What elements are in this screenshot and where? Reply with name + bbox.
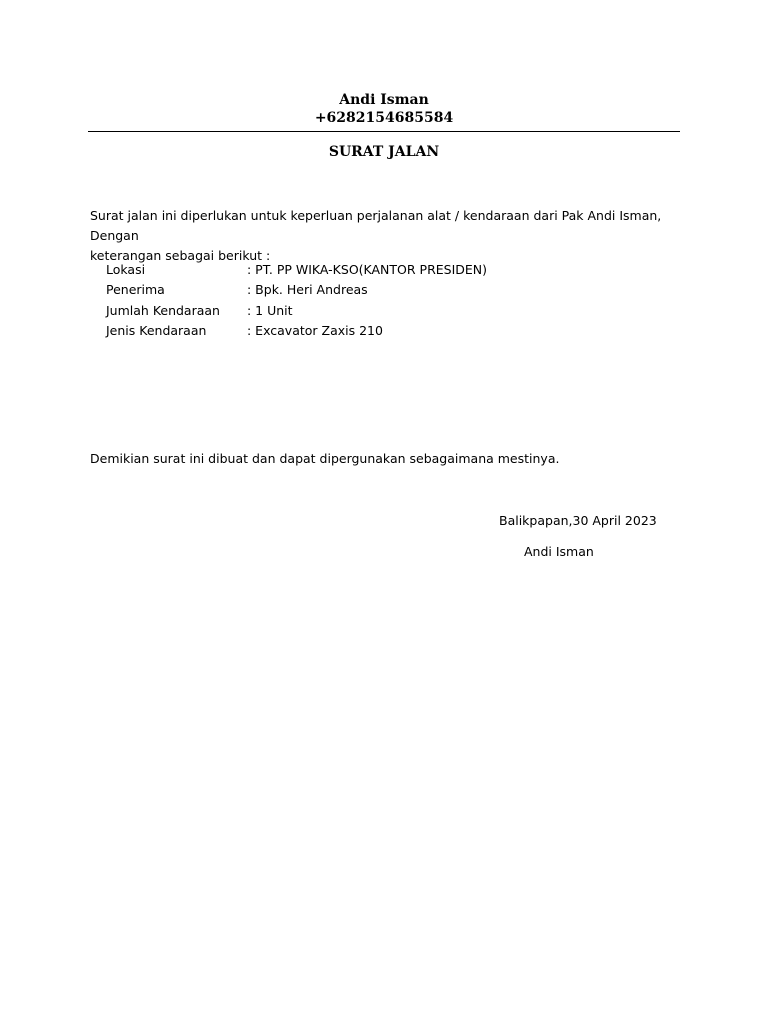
- detail-label: Jumlah Kendaraan: [106, 302, 220, 318]
- header-divider: [88, 131, 680, 132]
- sender-name: Andi Isman: [339, 92, 429, 108]
- closing-statement: Demikian surat ini dibuat dan dapat dipergunakan sebagaimana mestinya.: [90, 451, 560, 466]
- detail-label: Penerima: [106, 282, 165, 298]
- signer-name: Andi Isman: [524, 544, 594, 559]
- detail-label: Jenis Kendaraan: [106, 323, 207, 339]
- detail-value: : PT. PP WIKA-KSO(KANTOR PRESIDEN): [247, 262, 488, 278]
- intro-paragraph: [90, 206, 670, 266]
- intro-line-1: Surat jalan ini diperlukan untuk keperluan perjalanan alat / kendaraan dari Pak Andi Isman, Dengan: [90, 208, 662, 243]
- document-title: SURAT JALAN: [328, 144, 440, 160]
- sender-phone: +6282154685584: [314, 110, 454, 126]
- detail-value: : Excavator Zaxis 210: [247, 323, 383, 339]
- detail-row-jenis-kendaraan: [106, 321, 666, 341]
- detail-label: Lokasi: [106, 262, 146, 278]
- detail-value: : Bpk. Heri Andreas: [247, 282, 368, 298]
- intro-line-2: keterangan sebagai berikut :: [90, 248, 271, 263]
- details-list: [106, 260, 666, 341]
- detail-row-lokasi: [106, 260, 666, 280]
- detail-value: : 1 Unit: [247, 302, 293, 318]
- detail-row-penerima: [106, 280, 666, 300]
- detail-row-jumlah-kendaraan: [106, 301, 666, 321]
- place-date: Balikpapan,30 April 2023: [499, 513, 657, 528]
